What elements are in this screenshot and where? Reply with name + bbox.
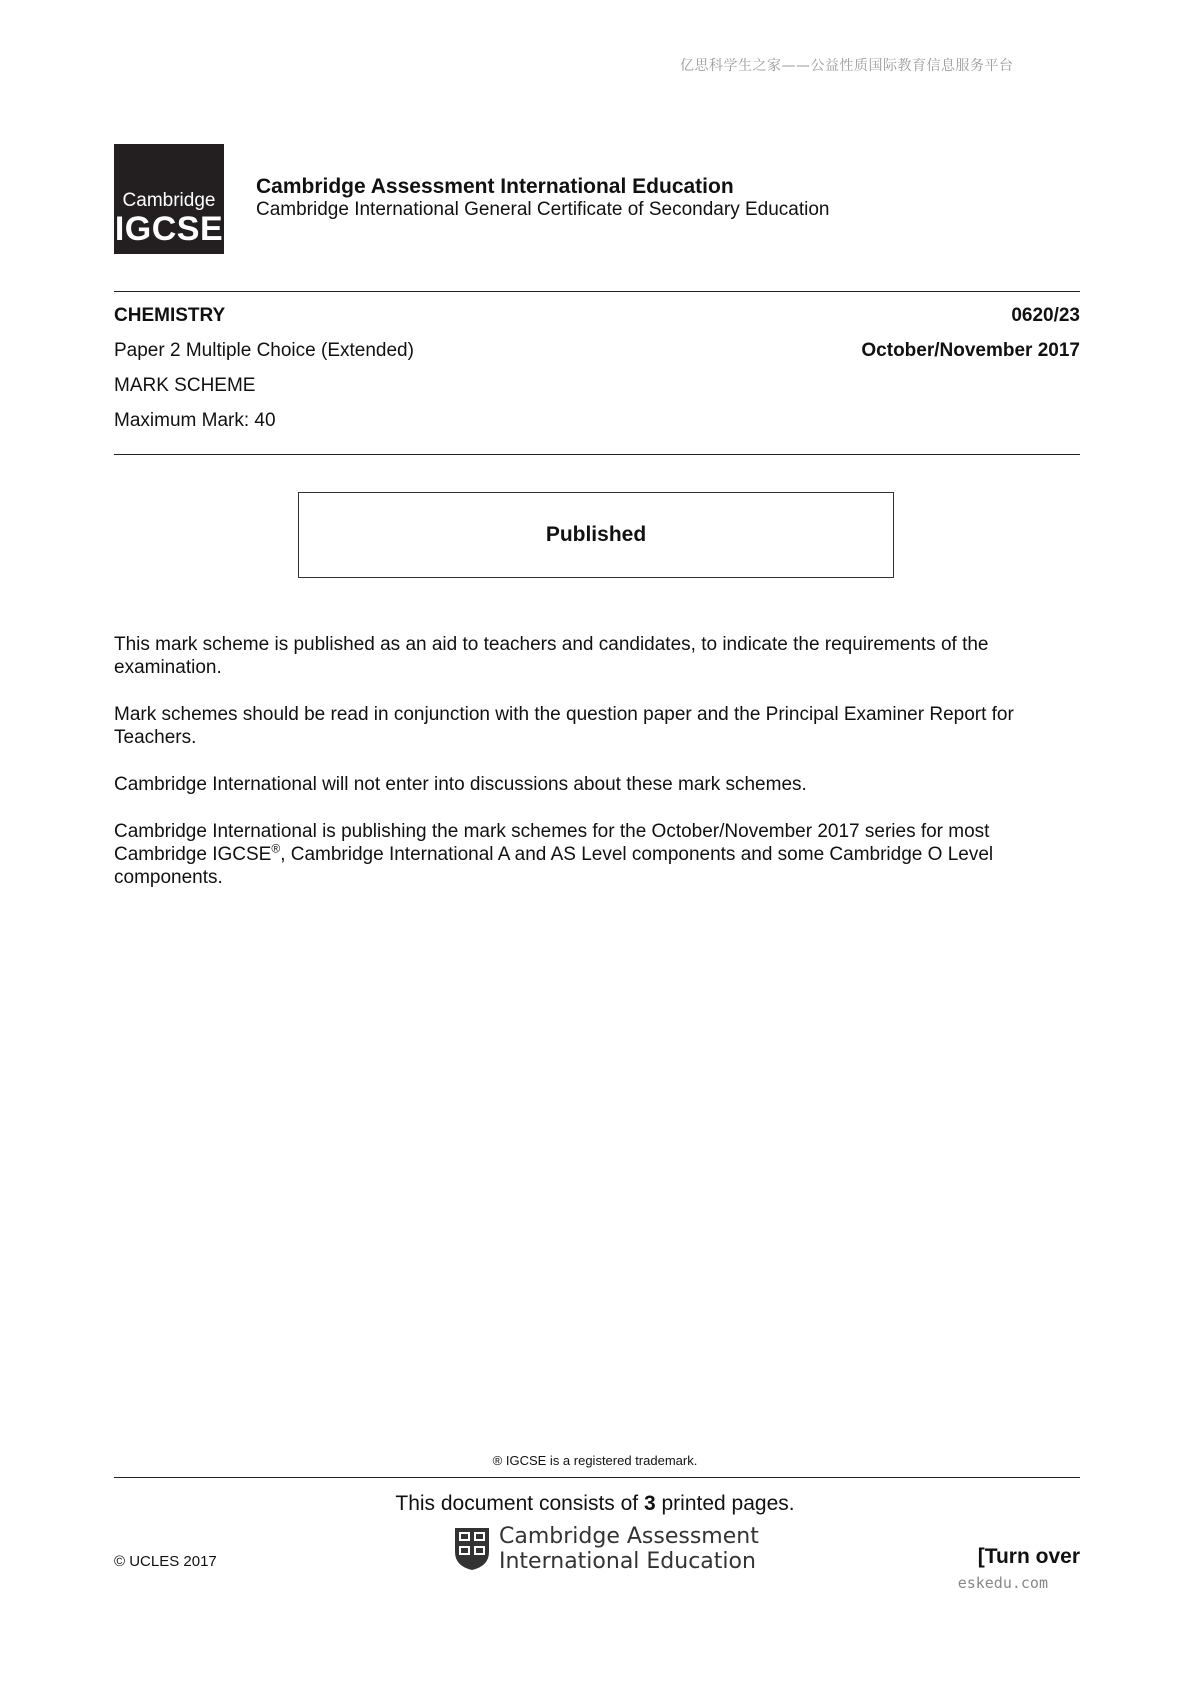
exam-session: October/November 2017 xyxy=(861,340,1080,361)
watermark-bottom: eskedu.com xyxy=(957,1574,1048,1592)
paragraph-4-part-a: Cambridge International is publishing the mark schemes for the October/November 2017 series for most Cambridge IGCSE xyxy=(114,821,990,865)
paper-code: 0620/23 xyxy=(1011,305,1080,326)
page-count-number: 3 xyxy=(643,1492,656,1515)
copyright: © UCLES 2017 xyxy=(114,1553,217,1570)
divider-middle xyxy=(114,454,1080,455)
paper-title: Paper 2 Multiple Choice (Extended) xyxy=(114,340,414,361)
document-type: MARK SCHEME xyxy=(114,375,256,396)
status-box xyxy=(298,492,894,578)
paragraph-2: Mark schemes should be read in conjunction with the question paper and the Principal Examiner Report for Teachers. xyxy=(114,704,1014,748)
igcse-logo xyxy=(114,144,224,254)
watermark-top: 亿思科学生之家——公益性质国际教育信息服务平台 xyxy=(680,58,1014,74)
paragraph-4 xyxy=(114,820,1084,889)
ca-logo-line-2: International Education xyxy=(499,1549,756,1574)
subject: CHEMISTRY xyxy=(114,305,226,326)
org-subtitle: Cambridge International General Certificate of Secondary Education xyxy=(256,199,830,220)
divider-bottom xyxy=(114,1477,1080,1478)
logo-cambridge-text: Cambridge xyxy=(122,190,216,211)
status-label: Published xyxy=(545,523,647,546)
paragraph-1: This mark scheme is published as an aid to teachers and candidates, to indicate the requirements of the examination. xyxy=(114,634,989,678)
divider-top xyxy=(114,291,1080,292)
maximum-mark: Maximum Mark: 40 xyxy=(114,410,276,431)
paragraph-3: Cambridge International will not enter into discussions about these mark schemes. xyxy=(114,774,807,795)
shield-icon xyxy=(453,1526,491,1572)
page-count-note xyxy=(0,1492,1190,1516)
org-name: Cambridge Assessment International Education xyxy=(256,175,734,198)
page-count-prefix: This document consists of xyxy=(395,1492,644,1515)
turn-over-note: [Turn over xyxy=(977,1545,1080,1568)
logo-igcse-text: IGCSE xyxy=(114,210,224,248)
paragraph-4-part-b: , Cambridge International A and AS Level components and some Cambridge O Level components. xyxy=(114,844,994,888)
trademark-note: ® IGCSE is a registered trademark. xyxy=(492,1453,698,1468)
registered-mark: ® xyxy=(271,841,281,856)
page-count-suffix: printed pages. xyxy=(655,1492,795,1515)
cambridge-assessment-logo xyxy=(453,1524,759,1574)
ca-logo-line-1: Cambridge Assessment xyxy=(499,1524,759,1549)
